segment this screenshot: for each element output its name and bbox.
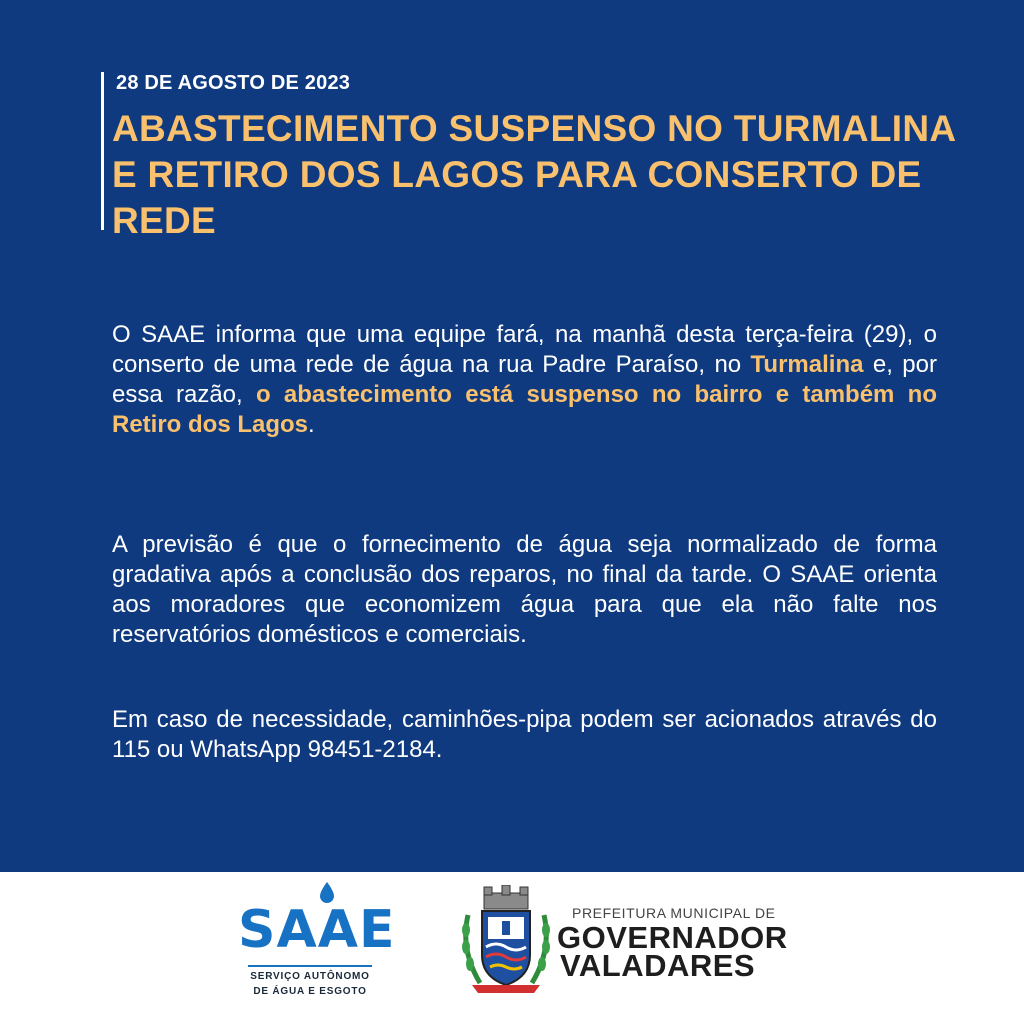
prefeitura-city-line-1: GOVERNADOR <box>557 920 788 955</box>
saae-wordmark: SAAE <box>238 900 396 960</box>
paragraph-1-text-b: e, por essa razão, <box>112 351 937 408</box>
paragraph-1-text-a: O SAAE informa que uma equipe fará, na manhã desta terça-feira (29), o conserto de uma rede de água na rua Padre Paraíso, no <box>112 321 937 378</box>
saae-divider <box>248 965 372 967</box>
prefeitura-city-line-2: VALADARES <box>560 948 756 983</box>
paragraph-3: Em caso de necessidade, caminhões-pipa podem ser acionados através do 115 ou WhatsApp 98451-2184. <box>112 706 937 763</box>
saae-subtitle-2: DE ÁGUA E ESGOTO <box>253 986 367 997</box>
highlight-suspension: o abastecimento está suspenso no bairro e também no Retiro dos Lagos <box>112 381 937 438</box>
saae-subtitle-1: SERVIÇO AUTÔNOMO <box>250 971 370 982</box>
headline: ABASTECIMENTO SUSPENSO NO TURMALINA E RETIRO DOS LAGOS PARA CONSERTO DE REDE <box>112 108 956 241</box>
paragraph-1-text-c: . <box>308 411 315 438</box>
paragraph-2: A previsão é que o fornecimento de água seja normalizado de forma gradativa após a conclusão dos reparos, no final da tarde. O SAAE orienta aos moradores que economizem água para que ela não falte nos reservatórios domésticos e comerciais. <box>112 531 937 648</box>
paragraph-1 <box>112 320 937 440</box>
municipal-crest-icon <box>458 885 554 997</box>
title-accent-bar <box>101 72 104 230</box>
highlight-turmalina: Turmalina <box>750 351 864 378</box>
prefeitura-label: PREFEITURA MUNICIPAL DE <box>572 905 776 921</box>
post-date: 28 DE AGOSTO DE 2023 <box>116 72 351 94</box>
saae-logo <box>238 880 396 1000</box>
